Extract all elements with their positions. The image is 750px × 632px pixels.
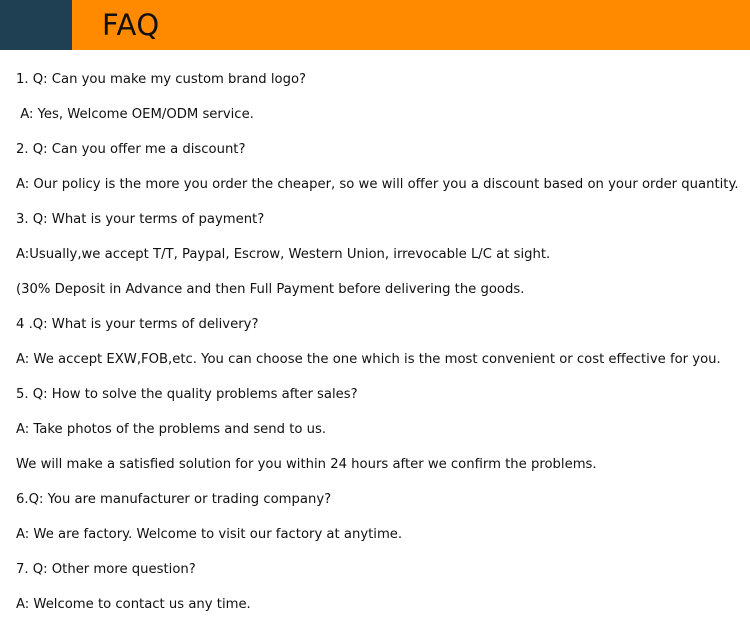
faq-line-1-question: 1. Q: Can you make my custom brand logo? [16, 72, 307, 87]
faq-line-5-answer: A: Take photos of the problems and send to us. [16, 422, 327, 437]
faq-line-3-answer-note: (30% Deposit in Advance and then Full Payment before delivering the goods. [16, 282, 525, 297]
faq-line-2-question: 2. Q: Can you offer me a discount? [16, 142, 246, 157]
faq-line-5-question: 5. Q: How to solve the quality problems after sales? [16, 387, 358, 402]
page-title: FAQ [102, 8, 160, 42]
faq-line-6-answer: A: We are factory. Welcome to visit our factory at anytime. [16, 527, 403, 542]
faq-line-4-answer: A: We accept EXW,FOB,etc. You can choose the one which is the most convenient or cost effective for you. [16, 352, 721, 367]
faq-line-1-answer: A: Yes, Welcome OEM/ODM service. [16, 107, 254, 122]
faq-line-7-question: 7. Q: Other more question? [16, 562, 196, 577]
header-accent-block [0, 0, 72, 50]
faq-line-2-answer: A: Our policy is the more you order the cheaper, so we will offer you a discount based on your order quantity. [16, 177, 739, 192]
faq-line-7-answer: A: Welcome to contact us any time. [16, 597, 251, 612]
faq-line-5-answer-detail: We will make a satisfied solution for you within 24 hours after we confirm the problems. [16, 457, 597, 472]
faq-line-3-question: 3. Q: What is your terms of payment? [16, 212, 265, 227]
faq-line-3-answer: A:Usually,we accept T/T, Paypal, Escrow, Western Union, irrevocable L/C at sight. [16, 247, 551, 262]
faq-line-6-question: 6.Q: You are manufacturer or trading company? [16, 492, 332, 507]
faq-line-4-question: 4 .Q: What is your terms of delivery? [16, 317, 259, 332]
faq-header-bar [0, 0, 750, 50]
